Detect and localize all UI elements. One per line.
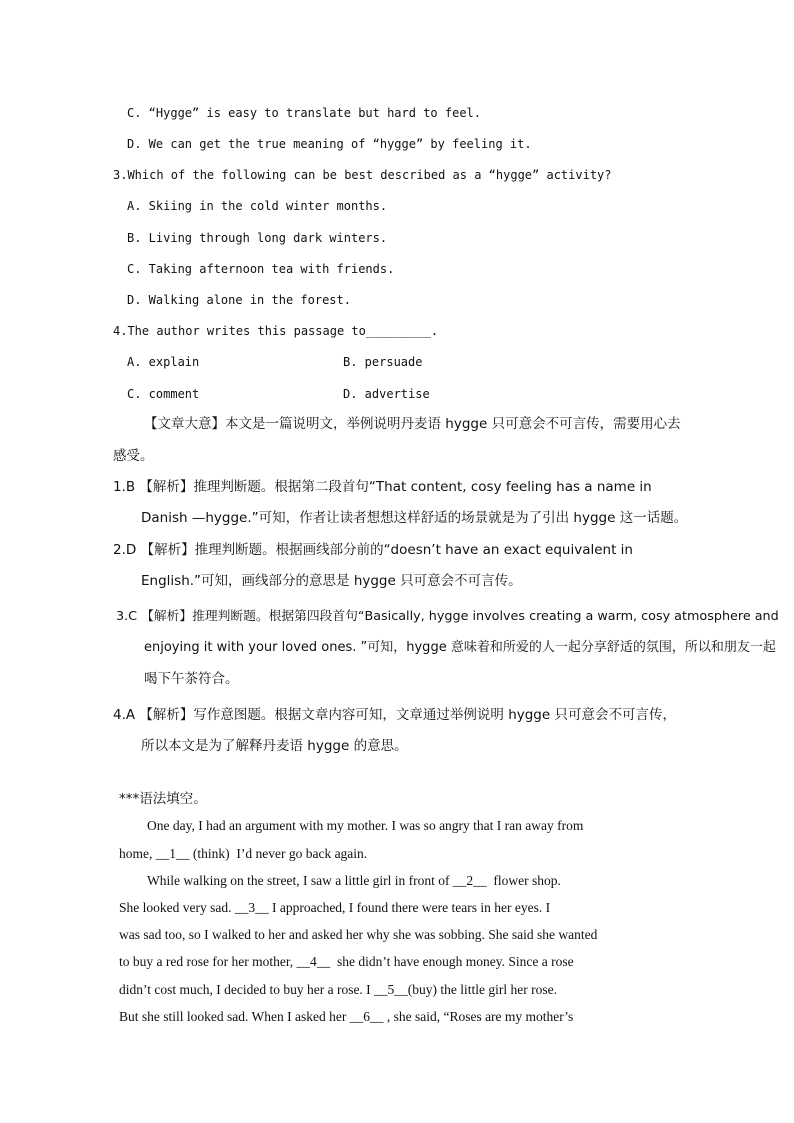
q3-option-b: B. Living through long dark winters.: [127, 231, 388, 245]
answer-1-line-2: Danish —hygge.”可知，作者让读者想想这样舒适的场景就是为了引出 hygge 这一话题。: [141, 510, 688, 526]
q3-option-d: D. Walking alone in the forest.: [127, 293, 351, 307]
answer-2-line-1: 2.D 【解析】推理判断题。根据画线部分前的“doesn’t have an exact equivalent in: [113, 542, 633, 558]
q4-option-c: C. comment: [127, 387, 200, 401]
grammar-heading: ***语法填空。: [119, 791, 207, 807]
answer-4-line-2: 所以本文是为了解释丹麦语 hygge 的意思。: [141, 738, 408, 754]
q4-stem: 4.The author writes this passage to_________.: [113, 324, 439, 338]
answer-3-line-1: 3.C 【解析】推理判断题。根据第四段首句“Basically, hygge involves creating a warm, cosy atmosphere and: [116, 609, 779, 624]
grammar-line-2: home, __1__ (think) I’d never go back again.: [119, 846, 368, 861]
answer-3-line-2: enjoying it with your loved ones. ”可知，hygge 意味着和所爱的人一起分享舒适的氛围，所以和朋友一起: [144, 640, 776, 655]
grammar-line-7: didn’t cost much, I decided to buy her a rose. I __5__(buy) the little girl her rose.: [119, 982, 558, 997]
summary-line-1: 【文章大意】本文是一篇说明文，举例说明丹麦语 hygge 只可意会不可言传，需要用心去: [144, 416, 681, 432]
answer-4-line-1: 4.A 【解析】写作意图题。根据文章内容可知，文章通过举例说明 hygge 只可意会不可言传，: [113, 707, 676, 723]
q3-option-c: C. Taking afternoon tea with friends.: [127, 262, 395, 276]
grammar-line-6: to buy a red rose for her mother, __4__ she didn’t have enough money. Since a rose: [119, 954, 574, 969]
answer-2-line-2: English.”可知，画线部分的意思是 hygge 只可意会不可言传。: [141, 573, 522, 589]
q3-stem: 3.Which of the following can be best described as a “hygge” activity?: [113, 168, 612, 182]
q2-option-c: C. “Hygge” is easy to translate but hard to feel.: [127, 106, 482, 120]
grammar-line-8: But she still looked sad. When I asked her __6__ , she said, “Roses are my mother’s: [119, 1009, 574, 1024]
grammar-line-5: was sad too, so I walked to her and asked her why she was sobbing. She said she wanted: [119, 927, 598, 942]
grammar-line-4: She looked very sad. __3__ I approached, I found there were tears in her eyes. I: [119, 900, 551, 915]
q2-option-d: D. We can get the true meaning of “hygge” by feeling it.: [127, 137, 532, 151]
q4-option-a: A. explain: [127, 355, 200, 369]
answer-3-line-3: 喝下午茶符合。: [144, 671, 239, 687]
answer-1-line-1: 1.B 【解析】推理判断题。根据第二段首句“That content, cosy feeling has a name in: [113, 479, 652, 495]
grammar-line-1: One day, I had an argument with my mother. I was so angry that I ran away from: [147, 818, 584, 833]
q3-option-a: A. Skiing in the cold winter months.: [127, 199, 388, 213]
q4-option-b: B. persuade: [343, 355, 423, 369]
q4-option-d: D. advertise: [343, 387, 430, 401]
summary-line-2: 感受。: [113, 448, 154, 464]
grammar-line-3: While walking on the street, I saw a little girl in front of __2__ flower shop.: [147, 873, 561, 888]
